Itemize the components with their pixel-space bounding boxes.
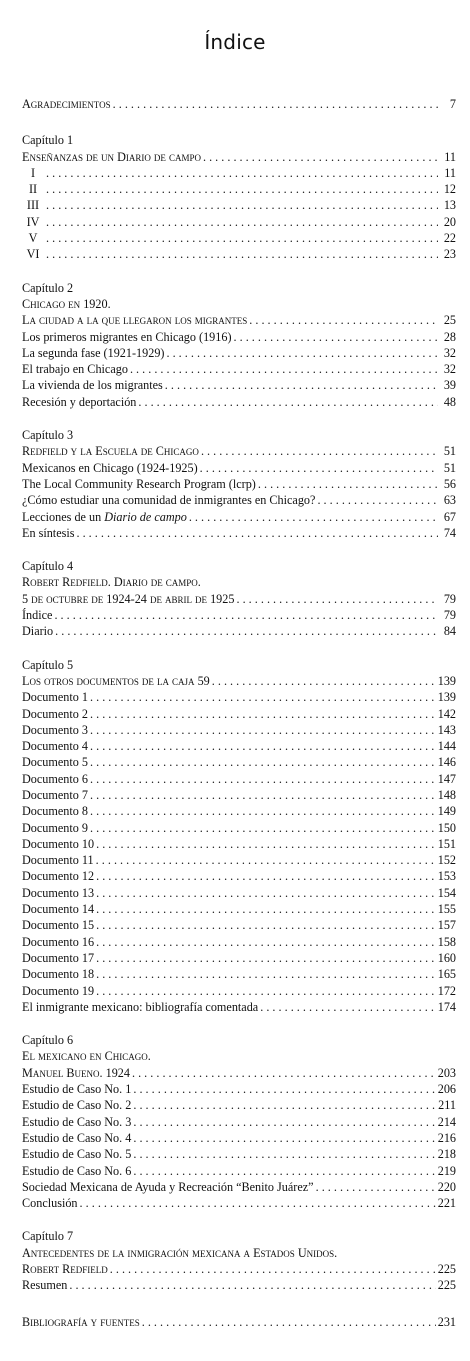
chapter-5-entries [22, 673, 456, 1015]
toc-entry-label: El inmigrante mexicano: bibliografía comentada [22, 999, 259, 1014]
toc-entry-page: 148 [437, 787, 456, 802]
toc-entry-label: 5 de octubre de 1924-24 de abril de 1925 [22, 591, 235, 606]
toc-entry[interactable] [22, 1146, 456, 1162]
toc-entry-label: Documento 5 [22, 755, 89, 770]
toc-entry[interactable] [22, 983, 456, 999]
leader-dots [236, 591, 438, 607]
toc-entry-page: 143 [437, 722, 456, 737]
toc-entry[interactable] [22, 607, 456, 623]
leader-dots [46, 214, 438, 230]
toc-entry[interactable] [22, 706, 456, 722]
toc-entry-page: 7 [449, 97, 456, 111]
leader-dots [90, 771, 436, 787]
toc-entry[interactable] [22, 917, 456, 933]
leader-dots [90, 803, 436, 819]
toc-entry-page: 25 [443, 313, 456, 328]
toc-entry-label: VI [26, 247, 40, 262]
toc-entry-page: 63 [443, 493, 456, 508]
toc-entry[interactable] [22, 754, 456, 770]
toc-entry[interactable] [22, 591, 456, 607]
toc-entry-label: Documento 16 [22, 934, 95, 949]
leader-dots [90, 722, 436, 738]
toc-entry[interactable] [22, 803, 456, 819]
toc-entry[interactable] [22, 623, 456, 639]
leader-dots [317, 492, 438, 508]
leader-dots [201, 443, 438, 459]
chapter-5-title: Capítulo 5 [22, 657, 74, 672]
chapter-7-heading: Antecedentes de la inmigración mexicana a Estados Unidos. [22, 1245, 338, 1260]
leader-dots [138, 394, 438, 410]
toc-entry[interactable] [22, 852, 456, 868]
toc-entry-page: 84 [443, 624, 456, 639]
toc-entry[interactable] [22, 738, 456, 754]
chapter-4-title: Capítulo 4 [22, 559, 74, 574]
toc-entry[interactable] [22, 868, 456, 884]
leader-dots [130, 361, 438, 377]
toc-entry-page: 28 [443, 329, 456, 344]
toc-entry-page: 12 [443, 182, 456, 197]
toc-entry[interactable] [22, 673, 456, 689]
leader-dots [96, 966, 436, 982]
toc-entry-page: 220 [437, 1179, 456, 1194]
toc-entry-page: 231 [437, 1314, 456, 1329]
toc-entry-page: 39 [443, 378, 456, 393]
toc-entry[interactable] [22, 1065, 456, 1081]
toc-entry-label: Documento 14 [22, 902, 95, 917]
leader-dots [133, 1163, 435, 1179]
toc-entry-page: 172 [437, 983, 456, 998]
toc-entry-label: Documento 7 [22, 787, 89, 802]
toc-entry[interactable] [22, 1081, 456, 1097]
leader-dots [113, 96, 438, 112]
chapter-4-heading: Robert Redfield. Diario de campo. [22, 575, 201, 590]
toc-entry[interactable] [22, 1261, 456, 1277]
toc-entry-label: Documento 4 [22, 739, 89, 754]
leader-dots [110, 1261, 436, 1277]
toc-entry-label: Documento 18 [22, 967, 95, 982]
toc-entry-label: Agradecimientos [22, 97, 111, 111]
toc-entry-page: 11 [444, 165, 456, 180]
toc-entry[interactable] [22, 1114, 456, 1130]
leader-dots [189, 509, 438, 525]
leader-dots [90, 787, 436, 803]
toc-entry-label: Documento 3 [22, 722, 89, 737]
toc-entry[interactable] [22, 1179, 456, 1195]
toc-entry-page: 225 [437, 1262, 456, 1276]
toc-entry[interactable] [22, 689, 456, 705]
toc-entry-page: 157 [437, 918, 456, 933]
toc-entry-page: 151 [437, 836, 456, 851]
toc-entry-roman[interactable] [22, 230, 456, 246]
toc-entry-label: Sociedad Mexicana de Ayuda y Recreación “Benito Juárez” [22, 1179, 314, 1194]
toc-entry-page: 165 [437, 967, 456, 982]
toc-entry-page: 218 [437, 1147, 456, 1162]
toc-entry-page: 174 [437, 999, 456, 1014]
toc-entry-label: ¿Cómo estudiar una comunidad de inmigrantes en Chicago? [22, 493, 316, 508]
leader-dots [96, 934, 436, 950]
leader-dots [46, 230, 438, 246]
toc-entry-label: La vivienda de los migrantes [22, 378, 163, 393]
toc-entry[interactable] [22, 934, 456, 950]
toc-entry-roman[interactable] [22, 214, 456, 230]
toc-entry-roman[interactable] [22, 197, 456, 213]
toc-entry-roman[interactable] [22, 181, 456, 197]
chapter-6-entries [22, 1065, 456, 1212]
toc-entry[interactable] [22, 885, 456, 901]
toc-entry-label: Documento 17 [22, 950, 95, 965]
toc-entry-page: 79 [443, 591, 456, 606]
toc-entry-page: 153 [437, 869, 456, 884]
toc-entry-roman[interactable] [22, 165, 456, 181]
leader-dots [90, 706, 436, 722]
toc-entry-page: 154 [437, 885, 456, 900]
toc-entry[interactable] [22, 476, 456, 492]
toc-entry-label: Los otros documentos de la caja 59 [22, 673, 210, 688]
toc-entry-page: 219 [437, 1163, 456, 1178]
toc-entry-page: 32 [443, 362, 456, 377]
toc-entry[interactable] [22, 1163, 456, 1179]
leader-dots [96, 950, 436, 966]
toc-entry-label: Documento 12 [22, 869, 95, 884]
toc-entry-label: Documento 1 [22, 690, 89, 705]
leader-dots [46, 165, 438, 181]
toc-entry-label: Manuel Bueno. 1924 [22, 1065, 130, 1080]
leader-dots [260, 999, 436, 1015]
toc-entry-label: IV [26, 214, 40, 229]
leader-dots [133, 1114, 435, 1130]
leader-dots [96, 868, 436, 884]
toc-entry-page: 147 [437, 771, 456, 786]
toc-entry[interactable] [22, 345, 456, 361]
toc-entry-page: 221 [437, 1196, 456, 1211]
toc-entry-label: I [30, 165, 36, 180]
toc-entry-label: Estudio de Caso No. 2 [22, 1098, 132, 1113]
toc-entry-label: Recesión y deportación [22, 394, 137, 409]
toc-entry-page: 216 [437, 1130, 456, 1145]
toc-entry-page: 142 [437, 706, 456, 721]
toc-entry-page: 51 [443, 444, 456, 459]
toc-entry[interactable] [22, 1097, 456, 1113]
toc-entry-label: En síntesis [22, 525, 75, 540]
chapter-7-title: Capítulo 7 [22, 1229, 74, 1244]
chapter-6-heading: El mexicano en Chicago. [22, 1049, 151, 1064]
toc-entry-label: Índice [22, 608, 53, 623]
toc-entry[interactable] [22, 394, 456, 410]
leader-dots [96, 885, 436, 901]
toc-entry-page: 23 [443, 247, 456, 262]
leader-dots [54, 607, 438, 623]
toc-entry[interactable] [22, 312, 456, 328]
leader-dots [96, 836, 436, 852]
chapter-2-heading: Chicago en 1920. [22, 296, 111, 311]
leader-dots [90, 689, 436, 705]
toc-entry-page: 146 [437, 755, 456, 770]
toc-entry-page: 225 [437, 1278, 456, 1293]
toc-entry[interactable] [22, 361, 456, 377]
toc-entry[interactable] [22, 329, 456, 345]
toc-entry[interactable] [22, 1130, 456, 1146]
toc-entry-label [22, 509, 187, 525]
toc-entry-page: 56 [443, 476, 456, 491]
toc-entry-label: Estudio de Caso No. 4 [22, 1130, 132, 1145]
toc-entry-label: Documento 15 [22, 918, 95, 933]
toc-entry-page: 48 [443, 394, 456, 409]
leader-dots [142, 1314, 436, 1330]
leader-dots [132, 1065, 436, 1081]
toc-entry[interactable] [22, 1277, 456, 1293]
leader-dots [46, 181, 438, 197]
toc-entry-label: Documento 11 [22, 853, 94, 868]
leader-dots [96, 901, 436, 917]
leader-dots [96, 917, 436, 933]
toc-entry-label: The Local Community Research Program (lcrp) [22, 476, 256, 491]
toc-entry-page: 160 [437, 950, 456, 965]
toc-entry[interactable] [22, 836, 456, 852]
toc-entry[interactable] [22, 820, 456, 836]
toc-entry-label: Robert Redfield [22, 1262, 108, 1276]
toc-entry[interactable] [22, 722, 456, 738]
toc-entry-label: Mexicanos en Chicago (1924-1925) [22, 460, 198, 475]
leader-dots [249, 312, 438, 328]
chapter-1-title: Capítulo 1 [22, 133, 74, 148]
toc-entry-label: Documento 8 [22, 804, 89, 819]
toc-entry-label: Resumen [22, 1278, 68, 1293]
toc-entry[interactable] [22, 460, 456, 476]
toc-entry-label: Estudio de Caso No. 5 [22, 1147, 132, 1162]
toc-entry-label: Documento 6 [22, 771, 89, 786]
toc-entry-label: Estudio de Caso No. 3 [22, 1114, 132, 1129]
toc-entry[interactable] [22, 999, 456, 1015]
toc-entry-page: 13 [443, 198, 456, 213]
toc-entry-label: Documento 9 [22, 820, 89, 835]
toc-entry[interactable] [22, 492, 456, 508]
toc-entry[interactable] [22, 771, 456, 787]
toc-entry[interactable] [22, 950, 456, 966]
toc-entry-label: Redfield y la Escuela de Chicago [22, 444, 199, 459]
toc-entry-page: 139 [437, 673, 456, 688]
toc-entry-label: II [28, 182, 38, 197]
toc-entry-page: 214 [437, 1114, 456, 1129]
leader-dots [46, 246, 438, 262]
toc-entry-label: Bibliografía y fuentes [22, 1314, 140, 1329]
toc-entry-label: Estudio de Caso No. 6 [22, 1163, 132, 1178]
leader-dots [133, 1146, 435, 1162]
toc-entry-label: Los primeros migrantes en Chicago (1916) [22, 329, 232, 344]
toc-entry-label: Diario [22, 624, 54, 639]
leader-dots [96, 852, 436, 868]
toc-entry-label: La segunda fase (1921-1929) [22, 345, 165, 360]
toc-entry-label: Estudio de Caso No. 1 [22, 1082, 132, 1097]
toc-entry[interactable] [22, 787, 456, 803]
leader-dots [200, 460, 438, 476]
toc-entry-label-italic: Diario de campo [104, 509, 187, 524]
leader-dots [90, 754, 436, 770]
toc-entry-page: 150 [437, 820, 456, 835]
toc-entry-page: 67 [443, 509, 456, 524]
toc-entry-page: 22 [443, 231, 456, 246]
chapter-2-title: Capítulo 2 [22, 280, 74, 295]
toc-entry-page: 74 [443, 525, 456, 540]
toc-entry-page: 79 [443, 608, 456, 623]
toc-entry-page: 139 [437, 690, 456, 705]
toc-entry-label: Conclusión [22, 1196, 78, 1211]
toc-entry-page: 211 [438, 1098, 456, 1113]
leader-dots [234, 329, 438, 345]
chapter-6-title: Capítulo 6 [22, 1033, 74, 1048]
leader-dots [69, 1277, 435, 1293]
leader-dots [46, 197, 438, 213]
toc-entry-page: 158 [437, 934, 456, 949]
leader-dots [212, 673, 436, 689]
leader-dots [90, 738, 436, 754]
toc-entry-page: 149 [437, 804, 456, 819]
toc-entry-roman[interactable] [22, 246, 456, 262]
toc-entry-label: Documento 19 [22, 983, 95, 998]
toc-entry[interactable] [22, 149, 456, 165]
toc-entry-agradecimientos[interactable] [22, 96, 456, 112]
toc-entry-label: Documento 10 [22, 836, 95, 851]
toc-entry-page: 32 [443, 345, 456, 360]
toc-entry-label: V [28, 231, 38, 246]
leader-dots [55, 623, 438, 639]
leader-dots [96, 983, 436, 999]
toc-entry-page: 152 [437, 853, 456, 868]
leader-dots [133, 1097, 436, 1113]
leader-dots [165, 377, 438, 393]
leader-dots [133, 1081, 435, 1097]
toc-entry-label: El trabajo en Chicago [22, 362, 128, 377]
page-title: Índice [204, 30, 266, 54]
toc-entry-page: 144 [437, 739, 456, 754]
toc-entry-bibliografia[interactable] [22, 1314, 456, 1330]
leader-dots [80, 1195, 436, 1211]
toc-entry[interactable] [22, 377, 456, 393]
toc-entry-label: III [26, 198, 40, 213]
toc-entry[interactable] [22, 901, 456, 917]
toc-entry[interactable] [22, 525, 456, 541]
leader-dots [203, 149, 438, 165]
chapter-3-title: Capítulo 3 [22, 428, 74, 443]
toc-entry-page: 155 [437, 902, 456, 917]
leader-dots [90, 820, 436, 836]
toc-entry-page: 20 [443, 214, 456, 229]
toc-entry-page: 203 [437, 1065, 456, 1080]
toc-entry-label: La ciudad a la que llegaron los migrantes [22, 313, 248, 328]
toc-entry-label-part: Lecciones de un [22, 509, 105, 524]
toc-entry[interactable] [22, 443, 456, 459]
leader-dots [133, 1130, 435, 1146]
toc-entry[interactable] [22, 1195, 456, 1211]
toc-entry-label: Enseñanzas de un Diario de campo [22, 149, 201, 164]
toc-entry-page: 51 [443, 460, 456, 475]
leader-dots [258, 476, 438, 492]
leader-dots [316, 1179, 436, 1195]
toc-entry-page: 11 [444, 149, 456, 164]
table-of-contents [22, 96, 456, 1330]
toc-entry-label: Documento 13 [22, 885, 95, 900]
toc-entry-label: Documento 2 [22, 706, 89, 721]
leader-dots [76, 525, 438, 541]
toc-entry[interactable] [22, 509, 456, 525]
toc-entry[interactable] [22, 966, 456, 982]
toc-entry-page: 206 [437, 1082, 456, 1097]
leader-dots [166, 345, 438, 361]
